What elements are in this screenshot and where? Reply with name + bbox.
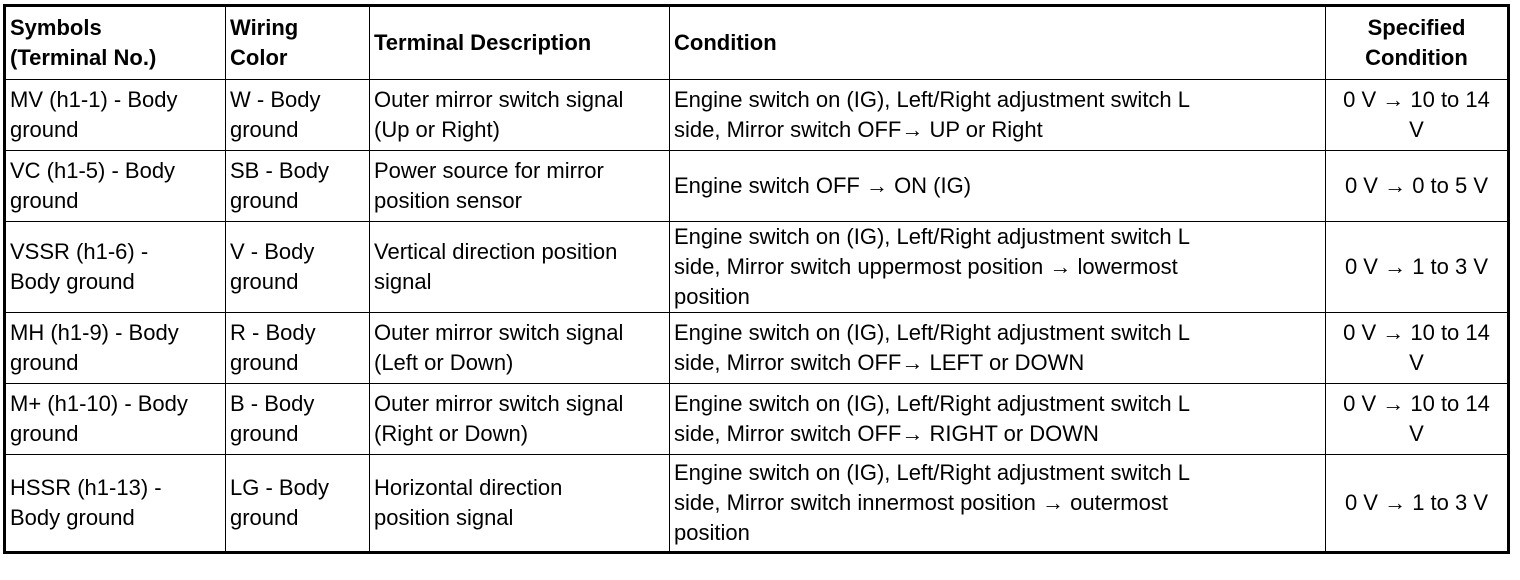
cell-condition xyxy=(670,222,1326,313)
cell-text-line: position xyxy=(674,284,750,309)
cell-text-line: ground xyxy=(10,421,79,446)
header-text-line: Terminal Description xyxy=(374,30,592,55)
cell-wiring-color xyxy=(226,151,370,222)
cell-condition xyxy=(670,151,1326,222)
header-text-line: (Terminal No.) xyxy=(10,45,157,70)
cell-text-line: V xyxy=(1409,117,1424,142)
cell-text-line: M+ (h1-10) - Body xyxy=(10,391,188,416)
cell-text-line: side, Mirror switch uppermost position → lowermost xyxy=(674,254,1178,279)
cell-description xyxy=(370,455,670,552)
cell-text-line: MV (h1-1) - Body xyxy=(10,87,178,112)
cell-symbol xyxy=(6,384,226,455)
cell-text-line: V xyxy=(1409,421,1424,446)
header-text-line: Specified xyxy=(1367,15,1466,40)
cell-wiring-color xyxy=(226,455,370,552)
cell-text-line: ground xyxy=(10,350,79,375)
header-text-line: Symbols xyxy=(10,15,102,40)
cell-text-line: Vertical direction position xyxy=(374,239,618,264)
cell-condition xyxy=(670,313,1326,384)
cell-text-line: 0 V → 0 to 5 V xyxy=(1344,173,1489,198)
header-text-line: Color xyxy=(230,45,288,70)
cell-text-line: ground xyxy=(230,421,299,446)
cell-symbol xyxy=(6,151,226,222)
cell-text-line: V - Body xyxy=(230,239,315,264)
cell-text-line: B - Body xyxy=(230,391,315,416)
cell-text-line: ground xyxy=(230,350,299,375)
cell-text-line: V xyxy=(1409,350,1424,375)
cell-text-line: 0 V → 10 to 14 xyxy=(1343,391,1490,416)
header-text-line: Wiring xyxy=(230,15,299,40)
header-symbols xyxy=(6,7,226,80)
table-row xyxy=(6,151,1508,222)
cell-text-line: Body ground xyxy=(10,505,135,530)
cell-text-line: position sensor xyxy=(374,188,522,213)
cell-text-line: Power source for mirror xyxy=(374,158,604,183)
cell-text-line: ground xyxy=(10,117,79,142)
cell-specified-condition xyxy=(1326,222,1508,313)
cell-text-line: LG - Body xyxy=(230,475,330,500)
header-wiring-color xyxy=(226,7,370,80)
cell-text-line: ground xyxy=(10,188,79,213)
table-row xyxy=(6,455,1508,552)
cell-description xyxy=(370,151,670,222)
cell-symbol xyxy=(6,80,226,151)
cell-text-line: Engine switch on (IG), Left/Right adjustment switch L xyxy=(674,87,1191,112)
cell-text-line: side, Mirror switch innermost position → outermost xyxy=(674,490,1168,515)
cell-wiring-color xyxy=(226,222,370,313)
cell-text-line: Engine switch on (IG), Left/Right adjustment switch L xyxy=(674,320,1191,345)
cell-text-line: side, Mirror switch OFF→ UP or Right xyxy=(674,117,1043,142)
cell-condition xyxy=(670,80,1326,151)
cell-text-line: 0 V → 10 to 14 xyxy=(1343,320,1490,345)
cell-specified-condition xyxy=(1326,313,1508,384)
cell-condition xyxy=(670,384,1326,455)
cell-text-line: ground xyxy=(230,505,299,530)
cell-wiring-color xyxy=(226,313,370,384)
cell-text-line: SB - Body xyxy=(230,158,330,183)
cell-symbol xyxy=(6,222,226,313)
cell-text-line: Outer mirror switch signal xyxy=(374,391,624,416)
cell-description xyxy=(370,80,670,151)
cell-text-line: Engine switch on (IG), Left/Right adjustment switch L xyxy=(674,224,1191,249)
cell-symbol xyxy=(6,313,226,384)
cell-text-line: VC (h1-5) - Body xyxy=(10,158,176,183)
cell-text-line: (Up or Right) xyxy=(374,117,500,142)
cell-text-line: ground xyxy=(230,117,299,142)
cell-text-line: Outer mirror switch signal xyxy=(374,320,624,345)
header-specified-condition xyxy=(1326,7,1508,80)
table-row xyxy=(6,384,1508,455)
cell-text-line: signal xyxy=(374,269,432,294)
cell-specified-condition xyxy=(1326,80,1508,151)
cell-wiring-color xyxy=(226,80,370,151)
table-row xyxy=(6,80,1508,151)
cell-text-line: ground xyxy=(230,188,299,213)
cell-text-line: Horizontal direction xyxy=(374,475,563,500)
cell-text-line: HSSR (h1-13) - xyxy=(10,475,162,500)
cell-text-line: ground xyxy=(230,269,299,294)
cell-text-line: Outer mirror switch signal xyxy=(374,87,624,112)
cell-wiring-color xyxy=(226,384,370,455)
cell-text-line: Engine switch on (IG), Left/Right adjustment switch L xyxy=(674,460,1191,485)
header-condition xyxy=(670,7,1326,80)
cell-text-line: position signal xyxy=(374,505,514,530)
cell-description xyxy=(370,313,670,384)
cell-condition xyxy=(670,455,1326,552)
cell-text-line: MH (h1-9) - Body xyxy=(10,320,179,345)
cell-text-line: 0 V → 10 to 14 xyxy=(1343,87,1490,112)
table-header-row xyxy=(6,7,1508,80)
cell-text-line: VSSR (h1-6) - xyxy=(10,239,149,264)
cell-specified-condition xyxy=(1326,455,1508,552)
cell-text-line: 0 V → 1 to 3 V xyxy=(1344,254,1489,279)
cell-text-line: (Left or Down) xyxy=(374,350,514,375)
cell-text-line: R - Body xyxy=(230,320,316,345)
header-text-line: Condition xyxy=(674,30,777,55)
header-terminal-description xyxy=(370,7,670,80)
cell-symbol xyxy=(6,455,226,552)
header-text-line: Condition xyxy=(1365,45,1468,70)
cell-description xyxy=(370,222,670,313)
cell-text-line: side, Mirror switch OFF→ LEFT or DOWN xyxy=(674,350,1085,375)
cell-text-line: W - Body xyxy=(230,87,321,112)
cell-specified-condition xyxy=(1326,384,1508,455)
cell-text-line: side, Mirror switch OFF→ RIGHT or DOWN xyxy=(674,421,1099,446)
cell-text-line: position xyxy=(674,520,750,545)
cell-text-line: Engine switch OFF → ON (IG) xyxy=(674,173,972,198)
cell-text-line: (Right or Down) xyxy=(374,421,529,446)
cell-text-line: Engine switch on (IG), Left/Right adjustment switch L xyxy=(674,391,1191,416)
cell-text-line: Body ground xyxy=(10,269,135,294)
cell-text-line: 0 V → 1 to 3 V xyxy=(1344,490,1489,515)
table-row xyxy=(6,222,1508,313)
cell-description xyxy=(370,384,670,455)
cell-specified-condition xyxy=(1326,151,1508,222)
table-row xyxy=(6,313,1508,384)
terminal-specification-table xyxy=(5,6,1508,552)
